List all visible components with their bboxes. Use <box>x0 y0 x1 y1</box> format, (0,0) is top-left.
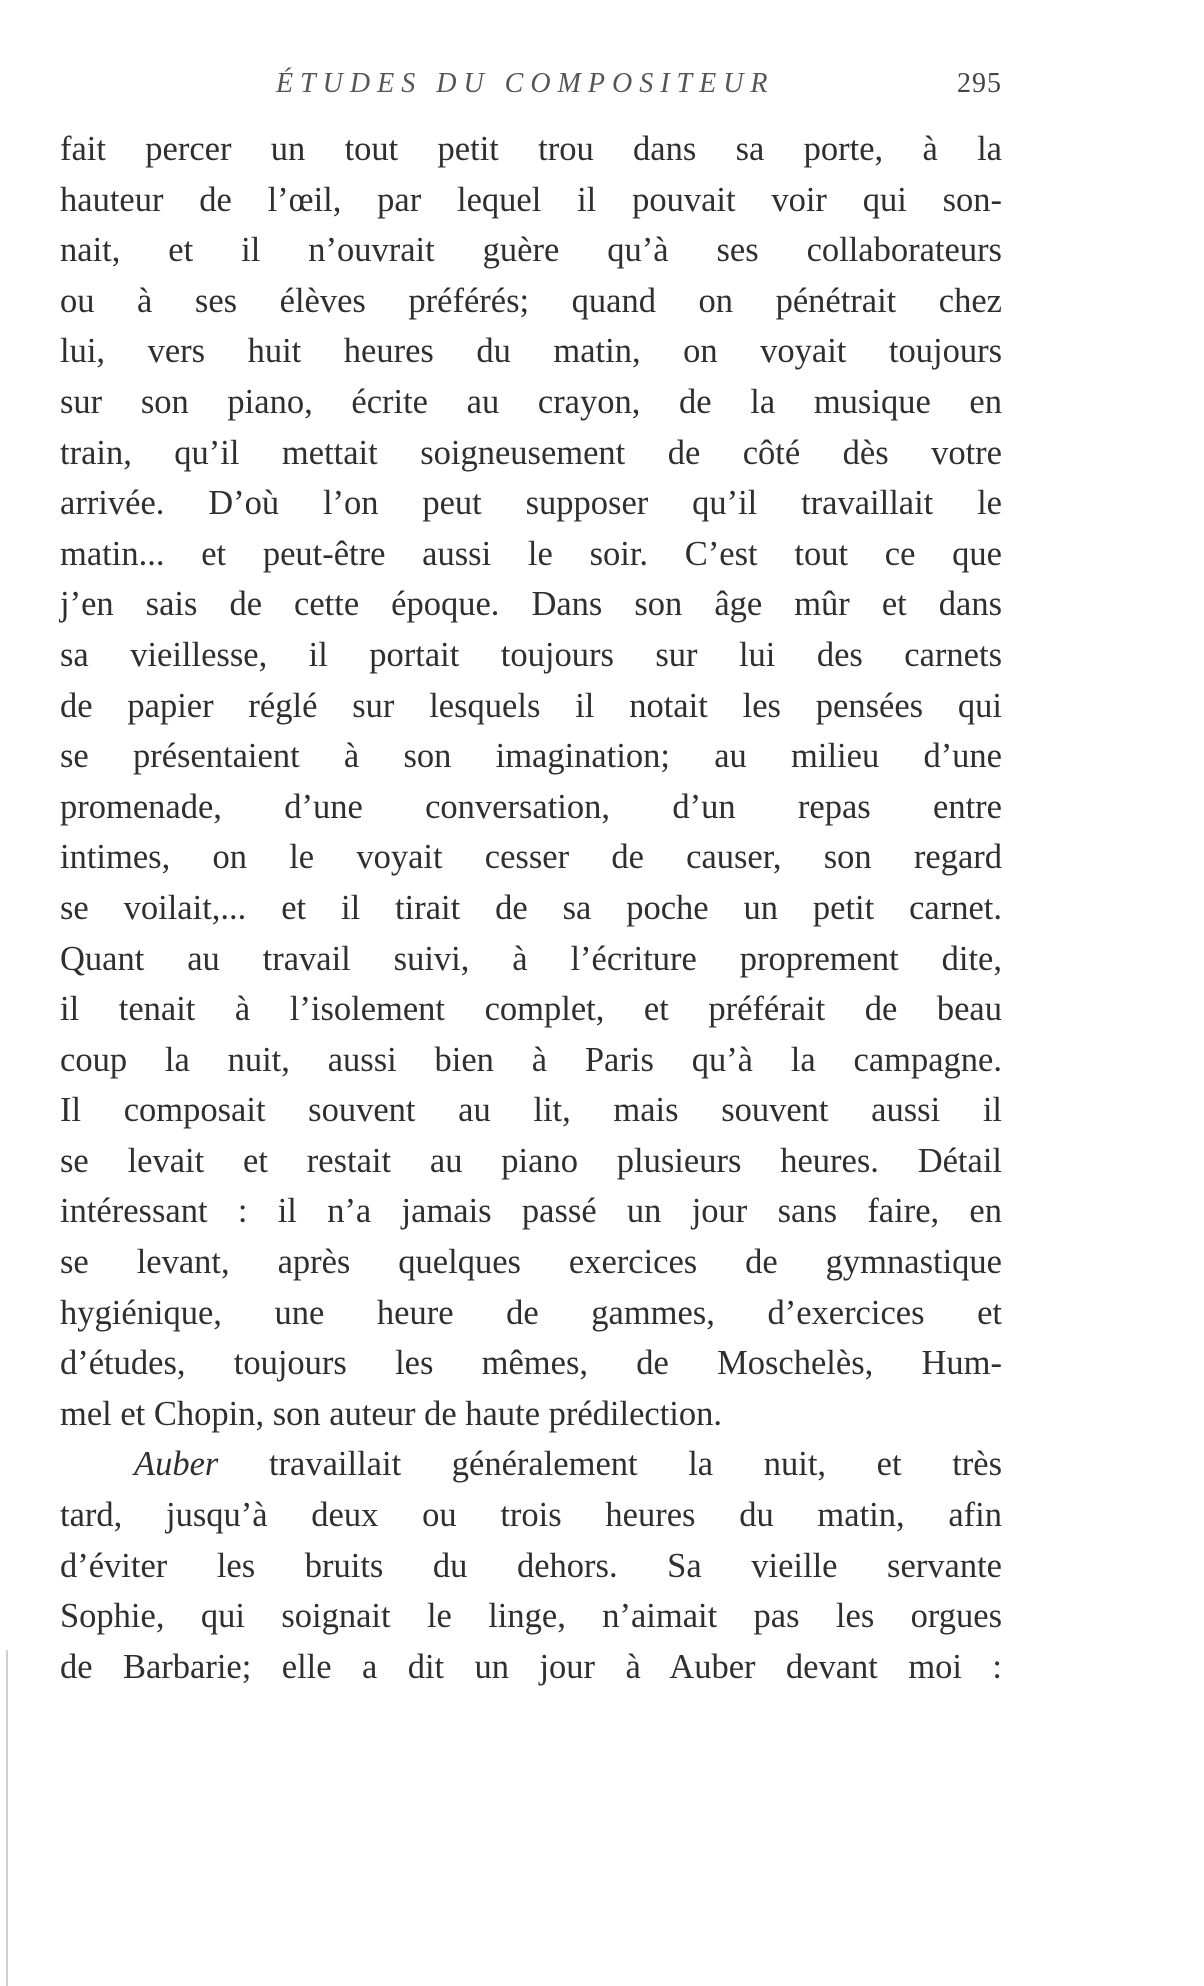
running-head: ÉTUDES DU COMPOSITEUR <box>276 68 775 99</box>
text-line: lui, vers huit heures du matin, on voyait toujours <box>60 332 1002 371</box>
text-line: train, qu’il mettait soigneusement de côté dès votre <box>60 433 1002 472</box>
text-line: sur son piano, écrite au crayon, de la musique en <box>60 382 1002 421</box>
text-line: de Barbarie; elle a dit un jour à Auber devant moi : <box>60 1647 1002 1686</box>
text-line: coup la nuit, aussi bien à Paris qu’à la campagne. <box>60 1040 1002 1079</box>
text-line: mel et Chopin, son auteur de haute prédilection. <box>60 1394 723 1433</box>
text-line: il tenait à l’isolement complet, et préférait de beau <box>60 990 1002 1029</box>
text-line: Il composait souvent au lit, mais souvent aussi il <box>60 1091 1002 1130</box>
paragraph-2 <box>60 1439 1002 1692</box>
text-line: fait percer un tout petit trou dans sa porte, à la <box>60 130 1002 168</box>
text-line: tard, jusqu’à deux ou trois heures du matin, afin <box>60 1496 1002 1535</box>
text-line: j’en sais de cette époque. Dans son âge mûr et dans <box>60 585 1002 624</box>
text-line: se levait et restait au piano plusieurs heures. Détail <box>60 1141 1002 1180</box>
text-line: sa vieillesse, il portait toujours sur lui des carnets <box>60 635 1002 674</box>
paragraph-1 <box>60 124 1002 1439</box>
text-line: arrivée. D’où l’on peut supposer qu’il travaillait le <box>60 484 1002 523</box>
text-line: de papier réglé sur lesquels il notait les pensées qui <box>60 686 1002 725</box>
text-line-rest: travaillait généralement la nuit, et très <box>268 1445 1003 1484</box>
text-line: intimes, on le voyait cesser de causer, son regard <box>60 838 1002 877</box>
text-line: matin... et peut-être aussi le soir. C’est tout ce que <box>60 534 1002 573</box>
text-line: d’éviter les bruits du dehors. Sa vieille servante <box>60 1546 1002 1585</box>
text-line: promenade, d’une conversation, d’un repas entre <box>60 787 1002 826</box>
text-line: hauteur de l’œil, par lequel il pouvait voir qui son- <box>60 180 1002 219</box>
text-line: se présentaient à son imagination; au milieu d’une <box>60 737 1002 776</box>
page-header <box>60 68 1002 108</box>
scan-margin-line <box>6 1650 8 1986</box>
name-auber: Auber <box>134 1445 219 1484</box>
text-line <box>60 1439 1002 1490</box>
text-line: se voilait,... et il tirait de sa poche un petit carnet. <box>60 888 1002 927</box>
text-line: ou à ses élèves préférés; quand on pénétrait chez <box>60 281 1002 320</box>
text-line: d’études, toujours les mêmes, de Moschelès, Hum- <box>60 1344 1002 1383</box>
text-line: Sophie, qui soignait le linge, n’aimait pas les orgues <box>60 1597 1002 1636</box>
body-text <box>60 124 1002 1692</box>
page-number: 295 <box>957 68 1002 99</box>
text-line: intéressant : il n’a jamais passé un jour sans faire, en <box>60 1192 1002 1231</box>
text-line: se levant, après quelques exercices de gymnastique <box>60 1243 1002 1282</box>
text-line: hygiénique, une heure de gammes, d’exercices et <box>60 1293 1002 1332</box>
text-line: Quant au travail suivi, à l’écriture proprement dite, <box>60 939 1002 978</box>
text-line: nait, et il n’ouvrait guère qu’à ses collaborateurs <box>60 231 1002 270</box>
